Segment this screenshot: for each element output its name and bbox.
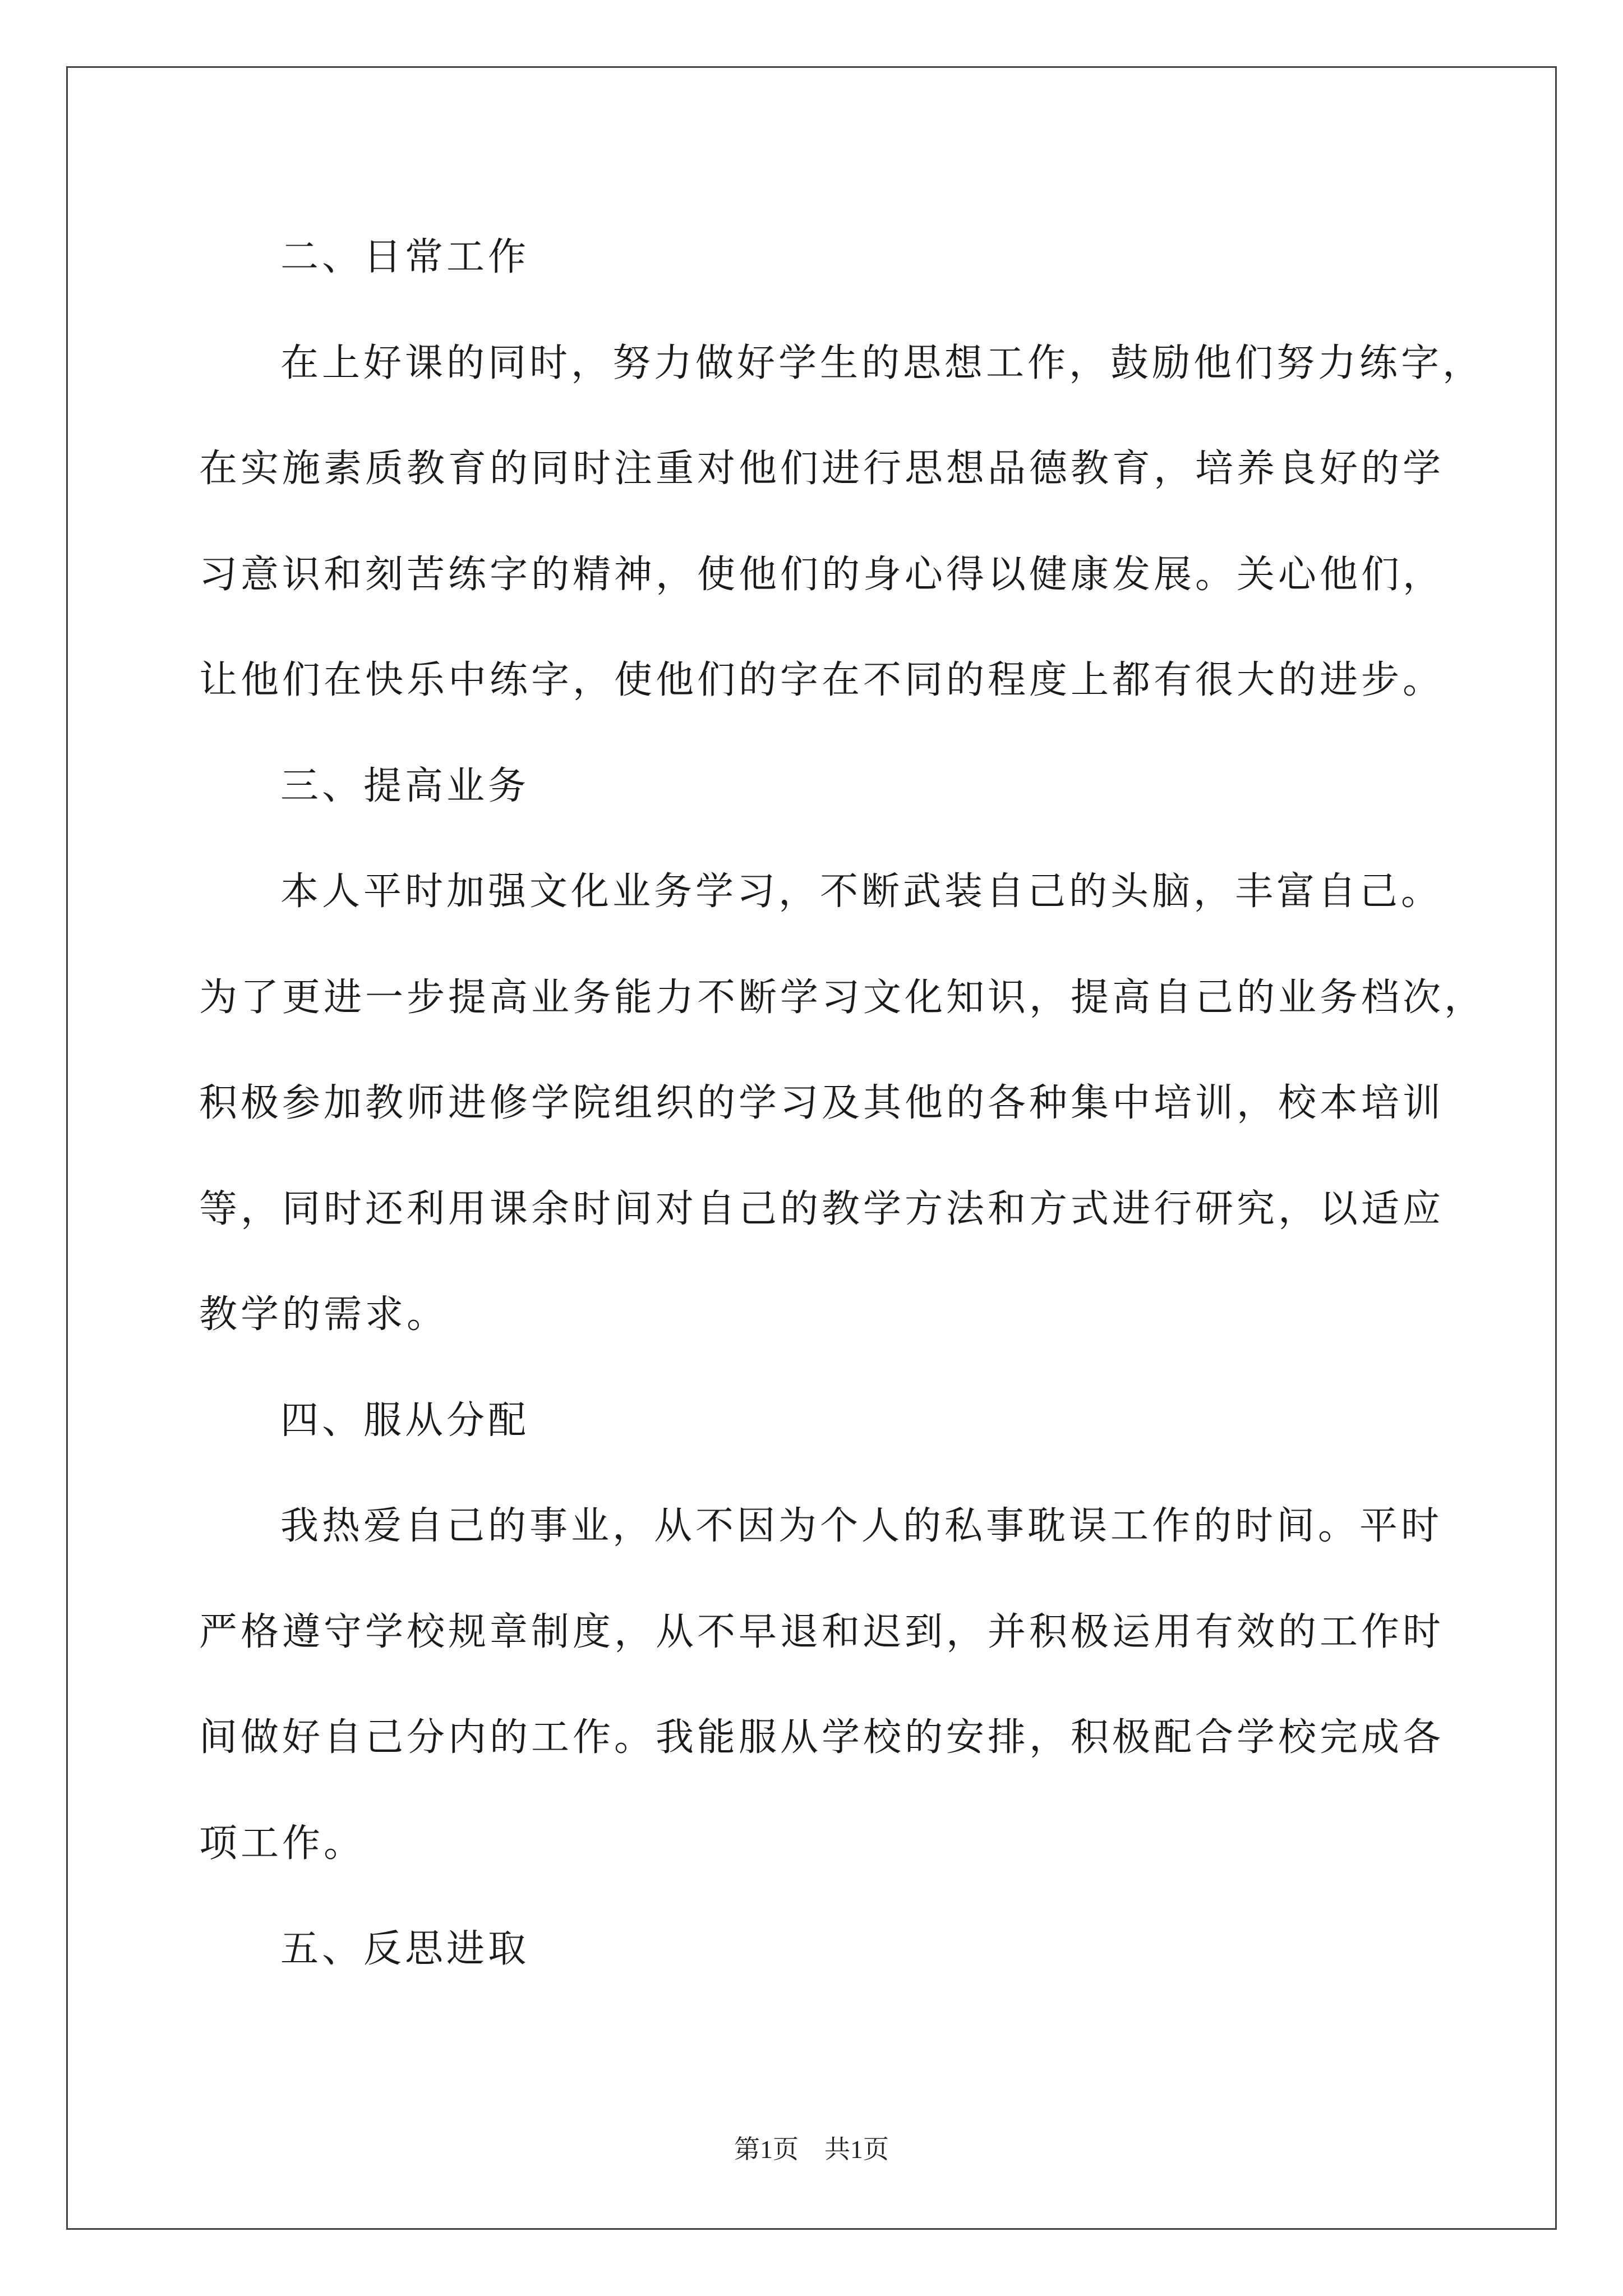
paragraph-line-indented: 本人平时加强文化业务学习，不断武装自己的头脑，丰富自己。 <box>280 869 1443 914</box>
paragraph-line-indented: 二、日常工作 <box>280 235 530 279</box>
paragraph-line-indented: 我热爱自己的事业，从不因为个人的私事耽误工作的时间。平时 <box>280 1504 1443 1548</box>
document-body <box>199 205 1486 2003</box>
paragraph-line: 为了更进一步提高业务能力不断学习文化知识，提高自己的业务档次， <box>199 975 1486 1020</box>
paragraph-line: 教学的需求。 <box>199 1292 449 1337</box>
paragraph-line: 等，同时还利用课余时间对自己的教学方法和方式进行研究，以适应 <box>199 1186 1445 1231</box>
page-footer: 第1页 共1页 <box>734 2135 889 2164</box>
paragraph-line-indented: 三、提高业务 <box>280 763 530 808</box>
paragraph-line: 严格遵守学校规章制度，从不早退和迟到，并积极运用有效的工作时 <box>199 1609 1445 1654</box>
paragraph-line: 项工作。 <box>199 1821 366 1866</box>
paragraph-line-indented: 五、反思进取 <box>280 1927 530 1971</box>
paragraph-line: 在实施素质教育的同时注重对他们进行思想品德教育，培养良好的学 <box>199 447 1445 491</box>
paragraph-line: 积极参加教师进修学院组织的学习及其他的各种集中培训，校本培训 <box>199 1081 1445 1125</box>
paragraph-line-indented: 在上好课的同时，努力做好学生的思想工作，鼓励他们努力练字， <box>280 341 1484 385</box>
paragraph-line: 让他们在快乐中练字，使他们的字在不同的程度上都有很大的进步。 <box>199 658 1445 702</box>
paragraph-line-indented: 四、服从分配 <box>280 1398 530 1443</box>
paragraph-line: 习意识和刻苦练字的精神，使他们的身心得以健康发展。关心他们， <box>199 552 1445 597</box>
paragraph-line: 间做好自己分内的工作。我能服从学校的安排，积极配合学校完成各 <box>199 1715 1445 1760</box>
